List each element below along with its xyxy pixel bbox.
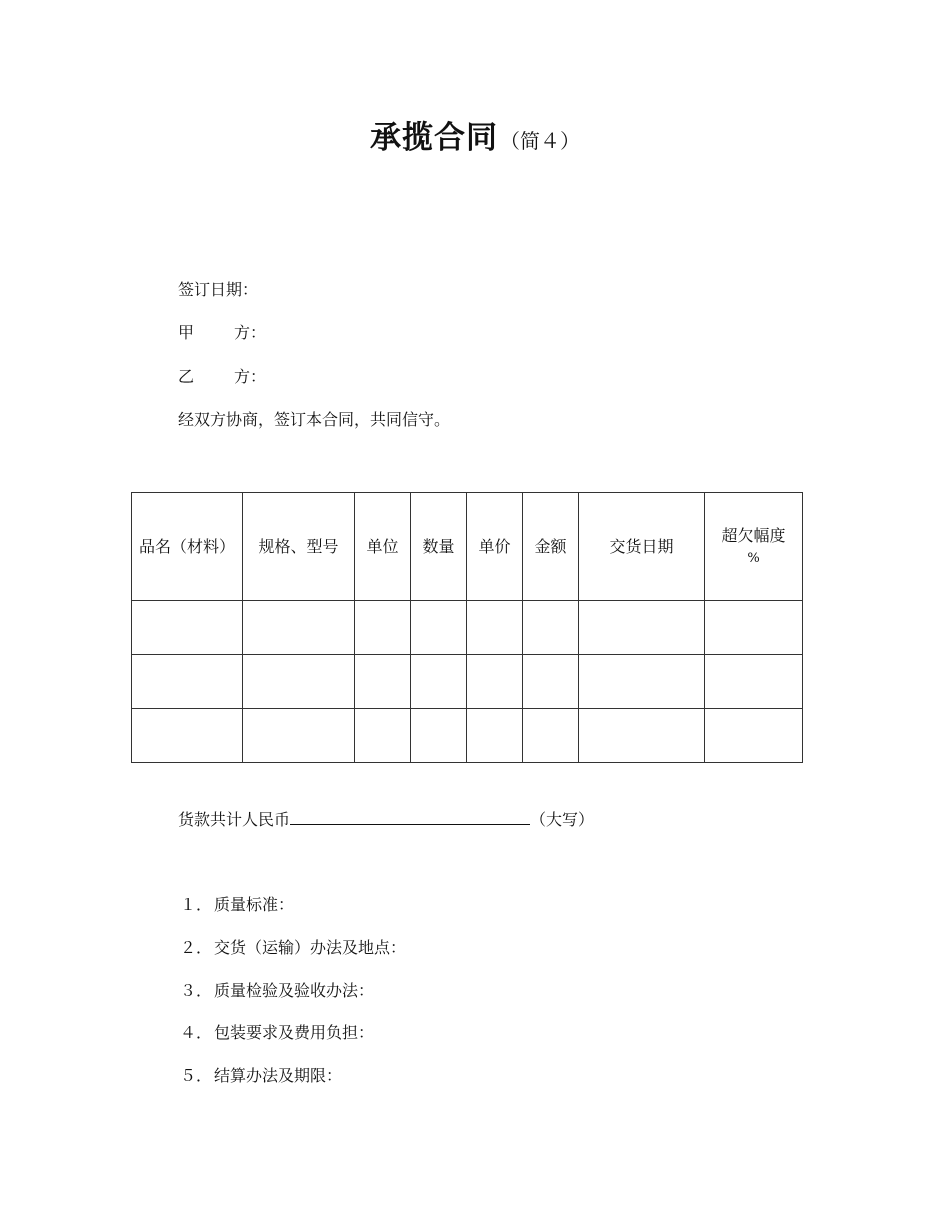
- header-percent-sign: %: [747, 550, 760, 566]
- table-cell[interactable]: [243, 601, 355, 655]
- payment-amount-field[interactable]: [290, 806, 530, 825]
- table-cell[interactable]: [467, 709, 523, 763]
- sign-date-field: [178, 277, 258, 300]
- table-cell[interactable]: [579, 655, 705, 709]
- header-unit: 单位: [355, 493, 411, 601]
- table-cell[interactable]: [523, 601, 579, 655]
- clause-text: 包装要求及费用负担：: [214, 1023, 375, 1042]
- table-cell[interactable]: [132, 601, 243, 655]
- table-cell[interactable]: [243, 655, 355, 709]
- table-cell[interactable]: [411, 709, 467, 763]
- table-cell[interactable]: [411, 655, 467, 709]
- sign-date-label: 签订日期：: [178, 280, 259, 299]
- table-cell[interactable]: [523, 709, 579, 763]
- clause-text: 质量标准：: [214, 895, 295, 914]
- party-b-label-2: 方：: [234, 367, 267, 386]
- party-b-label-1: 乙: [178, 367, 195, 386]
- payment-label: 货款共计人民币: [178, 810, 291, 829]
- title-subtitle: （简４）: [500, 129, 580, 153]
- clause-number: ４．: [180, 1023, 213, 1042]
- table-cell[interactable]: [579, 709, 705, 763]
- clause-number: ５．: [180, 1066, 213, 1085]
- party-a-label-2: 方：: [234, 323, 267, 342]
- header-tolerance-label: 超欠幅度: [721, 525, 786, 545]
- table-cell[interactable]: [355, 655, 411, 709]
- table-cell[interactable]: [411, 601, 467, 655]
- table-cell[interactable]: [132, 655, 243, 709]
- table-header-row: [132, 493, 803, 601]
- table-cell[interactable]: [705, 709, 803, 763]
- table-cell[interactable]: [523, 655, 579, 709]
- header-delivery-date: 交货日期: [579, 493, 705, 601]
- table-cell[interactable]: [243, 709, 355, 763]
- table-row: [132, 709, 803, 763]
- intro-text: 经双方协商，签订本合同，共同信守。: [178, 410, 451, 429]
- table-cell[interactable]: [467, 655, 523, 709]
- header-product-name: 品名（材料）: [132, 493, 243, 601]
- table-cell[interactable]: [355, 601, 411, 655]
- clause-number: １．: [180, 895, 213, 914]
- clause-text: 交货（运输）办法及地点：: [214, 938, 407, 957]
- table-cell[interactable]: [579, 601, 705, 655]
- party-b-field: [178, 364, 266, 387]
- table-cell[interactable]: [132, 709, 243, 763]
- clause-text: 质量检验及验收办法：: [214, 981, 375, 1000]
- table-cell[interactable]: [467, 601, 523, 655]
- table-cell[interactable]: [705, 601, 803, 655]
- clause-item: [180, 892, 294, 915]
- table-row: [132, 601, 803, 655]
- header-tolerance: [705, 493, 803, 601]
- header-spec-model: 规格、型号: [243, 493, 355, 601]
- clause-item: [180, 1063, 342, 1086]
- table-cell[interactable]: [705, 655, 803, 709]
- header-amount: 金额: [523, 493, 579, 601]
- page-title: [0, 112, 950, 157]
- clause-number: ３．: [180, 981, 213, 1000]
- payment-suffix: （大写）: [530, 810, 595, 829]
- party-a-field: [178, 320, 266, 343]
- clause-item: [180, 978, 374, 1001]
- table-row: [132, 655, 803, 709]
- goods-table: [131, 492, 803, 763]
- party-a-label-1: 甲: [178, 323, 195, 342]
- clause-text: 结算办法及期限：: [214, 1066, 343, 1085]
- title-main: 承揽合同: [370, 120, 498, 156]
- table-cell[interactable]: [355, 709, 411, 763]
- payment-total-line: [178, 806, 594, 830]
- clause-item: [180, 935, 406, 958]
- header-unit-price: 单价: [467, 493, 523, 601]
- clause-item: [180, 1020, 374, 1043]
- header-quantity: 数量: [411, 493, 467, 601]
- clause-number: ２．: [180, 938, 213, 957]
